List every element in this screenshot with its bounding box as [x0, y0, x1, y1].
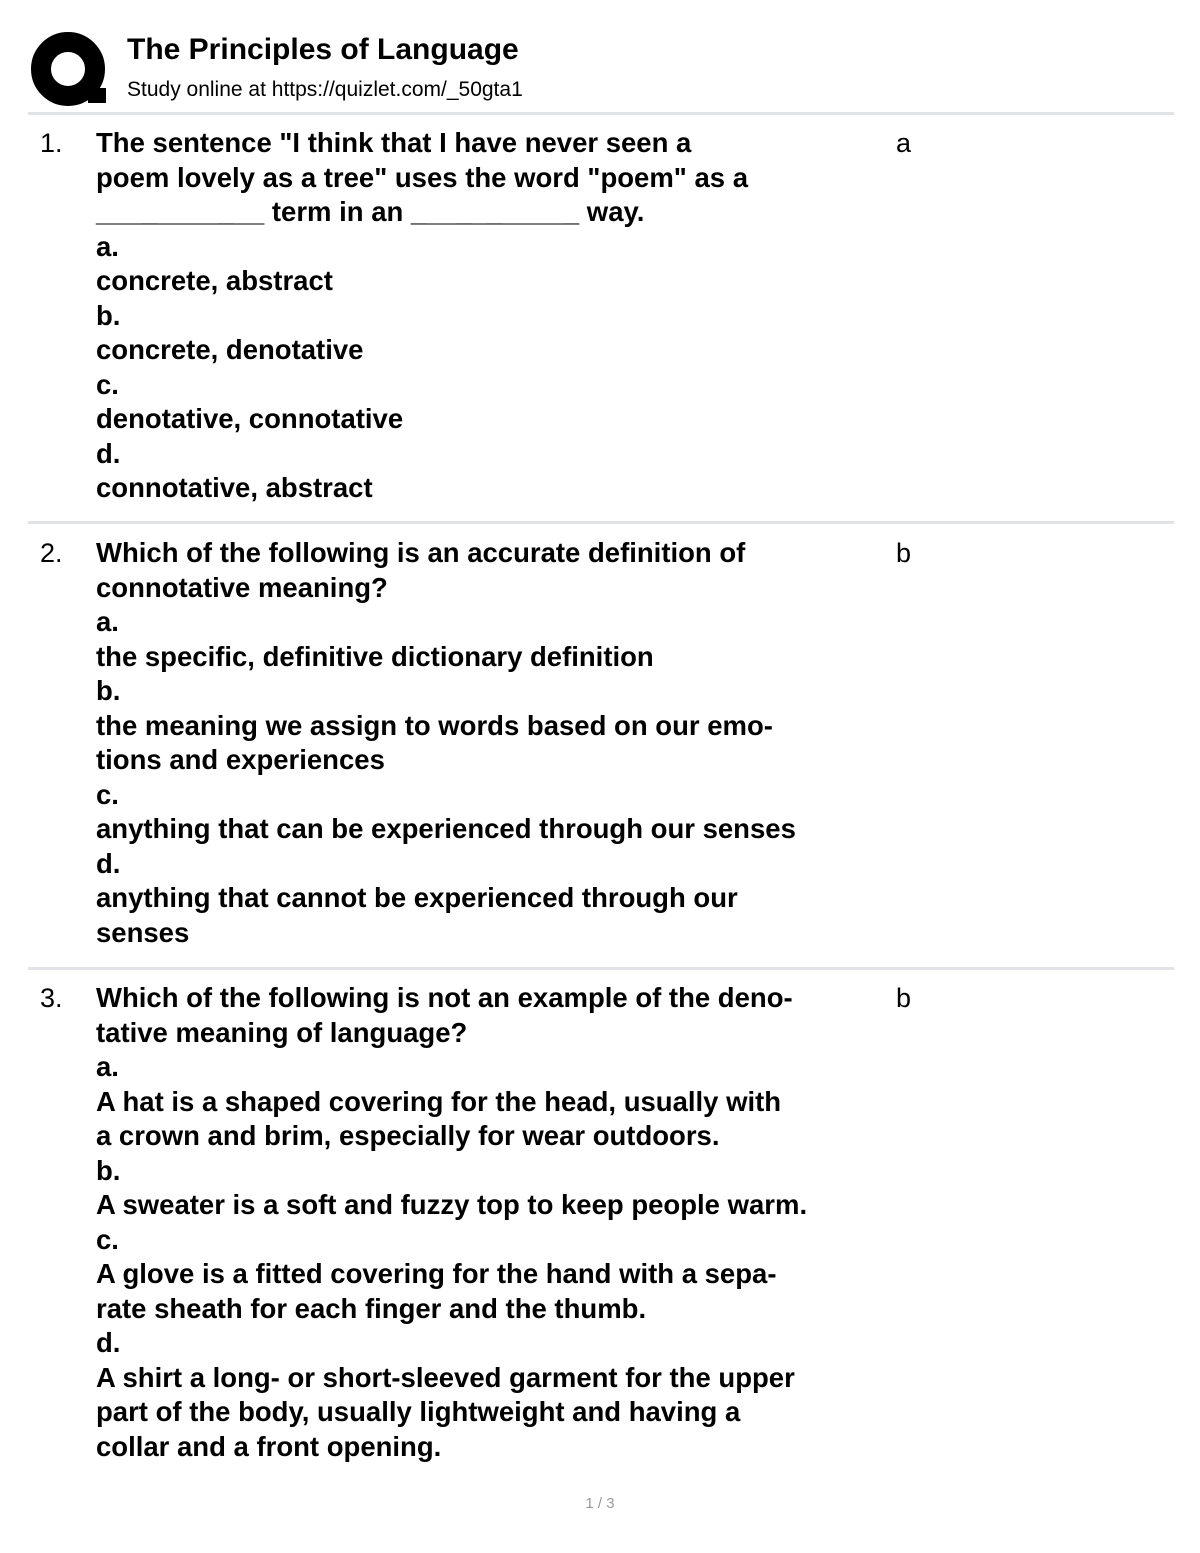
option-text: senses [96, 916, 190, 948]
option-text: a crown and brim, especially for wear outdoors. [96, 1120, 720, 1151]
option-text: collar and a front opening. [96, 1430, 442, 1462]
option-letter: a. [96, 230, 119, 262]
option-text: concrete, abstract [96, 265, 333, 296]
option-letter: d. [96, 437, 121, 469]
option-text: anything that can be experienced through our senses [96, 813, 796, 844]
page-number: 1 / 3 [585, 1495, 615, 1512]
option-text: anything that cannot be experienced through our [96, 882, 738, 913]
question-text [96, 126, 896, 506]
option-letter: a. [96, 1051, 119, 1082]
study-online-link[interactable]: Study online at https://quizlet.com/_50gta1 [127, 78, 523, 101]
option-letter: d. [96, 1327, 121, 1358]
option-letter: c. [96, 368, 119, 400]
question-text [96, 536, 896, 950]
option-text: A hat is a shaped covering for the head, usually with [96, 1085, 782, 1117]
option-text: rate sheath for each finger and the thumb. [96, 1292, 647, 1324]
question-number: 3. [40, 983, 63, 1013]
option-text: A glove is a fitted covering for the hand with a sepa- [96, 1258, 777, 1289]
answer-key: b [896, 538, 912, 568]
question-line: The sentence "I think that I have never seen a [96, 127, 692, 158]
option-text: A sweater is a soft and fuzzy top to keep people warm. [96, 1189, 808, 1220]
option-text: A shirt a long- or short-sleeved garment for the upper [96, 1361, 795, 1393]
question-text [96, 981, 896, 1464]
option-text: the meaning we assign to words based on our emo- [96, 709, 773, 741]
option-letter: a. [96, 606, 119, 637]
document-header [28, 30, 1174, 112]
option-text: denotative, connotative [96, 403, 404, 434]
option-text: connotative, abstract [96, 472, 373, 503]
option-letter: b. [96, 675, 121, 706]
option-text: tions and experiences [96, 744, 385, 775]
option-letter: d. [96, 847, 121, 879]
question-line: ___________ term in an ___________ way. [96, 196, 645, 227]
question-divider [28, 521, 1174, 524]
option-letter: b. [96, 299, 121, 331]
quizlet-logo-icon [30, 32, 110, 108]
question-number: 1. [40, 128, 63, 158]
option-text: concrete, denotative [96, 334, 364, 365]
option-text: the specific, definitive dictionary definition [96, 640, 654, 672]
question-line: poem lovely as a tree" uses the word "poem" as a [96, 161, 748, 193]
answer-key: b [896, 983, 912, 1013]
question-line: connotative meaning? [96, 571, 388, 603]
question-line: Which of the following is not an example of the deno- [96, 982, 793, 1013]
document-title: The Principles of Language [127, 33, 519, 66]
question-number: 2. [40, 538, 63, 568]
question-divider [28, 967, 1174, 970]
option-letter: c. [96, 778, 119, 810]
option-letter: b. [96, 1154, 121, 1186]
question-line: tative meaning of language? [96, 1016, 468, 1048]
answer-key: a [896, 128, 912, 158]
option-text: part of the body, usually lightweight and having a [96, 1396, 741, 1427]
header-divider [28, 112, 1174, 115]
question-line: Which of the following is an accurate definition of [96, 537, 746, 568]
option-letter: c. [96, 1223, 119, 1255]
